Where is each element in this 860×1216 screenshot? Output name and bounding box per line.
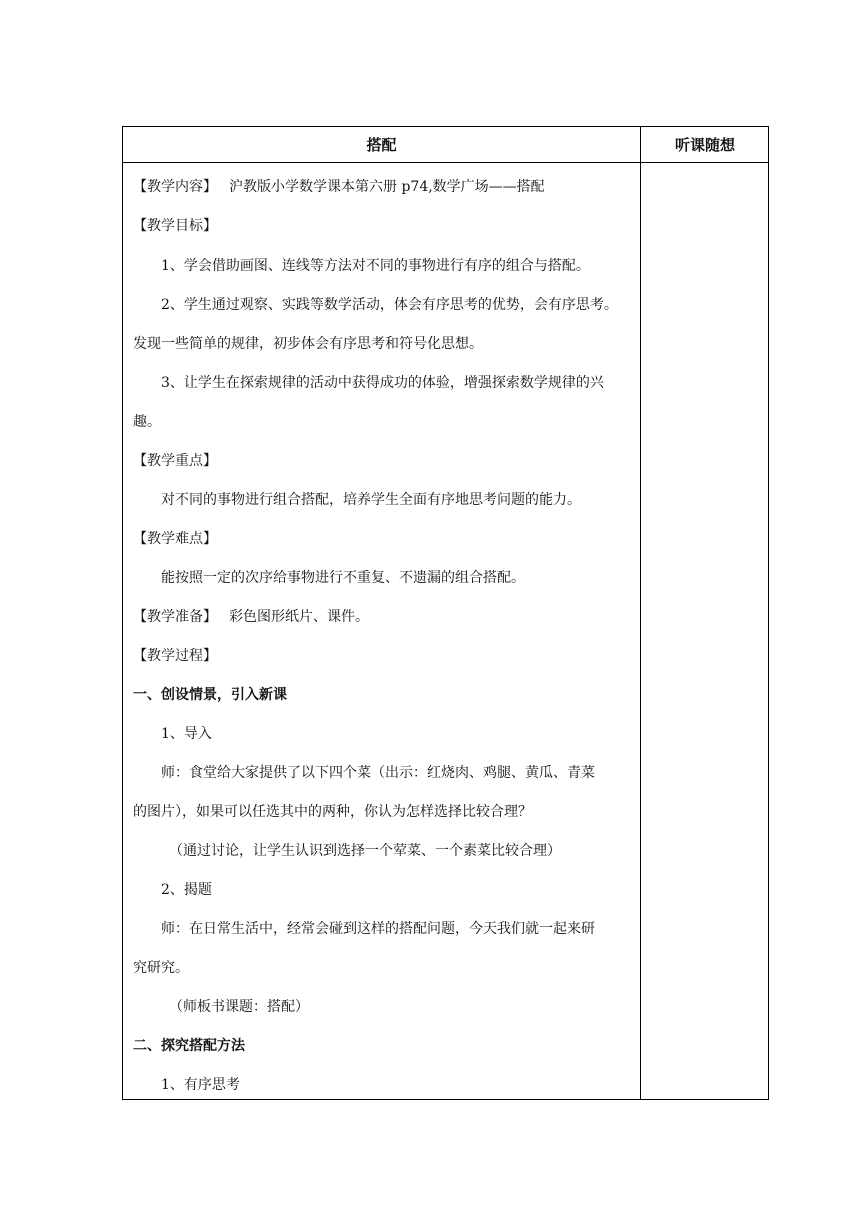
table-header-row [123, 127, 768, 163]
section-2-title: 二、探究搭配方法 [133, 1038, 245, 1054]
preparation-text: 彩色图形纸片、课件。 [229, 609, 369, 625]
column-divider [640, 127, 641, 1099]
teacher-1-line-1: 师：食堂给大家提供了以下四个菜（出示：红烧肉、鸡腿、黄瓜、青菜 [161, 765, 595, 781]
section-1-title: 一、创设情景，引入新课 [133, 687, 287, 703]
step-1-2: 2、揭题 [161, 882, 212, 898]
header-title: 搭配 [366, 136, 397, 154]
note-1: （通过讨论，让学生认识到选择一个荤菜、一个素菜比较合理） [169, 843, 561, 859]
teacher-2-line-1: 师：在日常生活中，经常会碰到这样的搭配问题，今天我们就一起来研 [161, 921, 595, 937]
teacher-2-line-2: 究研究。 [133, 960, 189, 976]
teaching-content-text: 沪教版小学数学课本第六册 p74,数学广场——搭配 [229, 179, 545, 195]
key-point-label: 【教学重点】 [133, 453, 217, 469]
lesson-content-cell [123, 163, 640, 1099]
goal-2-line-2: 发现一些简单的规律，初步体会有序思考和符号化思想。 [133, 336, 483, 352]
preparation-label: 【教学准备】 [133, 609, 217, 625]
teacher-1-line-2: 的图片），如果可以任选其中的两种，你认为怎样选择比较合理？ [133, 804, 532, 820]
preparation-line [133, 607, 632, 627]
process-label: 【教学过程】 [133, 648, 217, 664]
teaching-content-line [133, 177, 632, 197]
step-2-1: 1、有序思考 [161, 1077, 240, 1093]
key-point-text: 对不同的事物进行组合搭配，培养学生全面有序地思考问题的能力。 [161, 492, 581, 508]
teaching-content-label: 【教学内容】 [133, 179, 217, 195]
step-1-1: 1、导入 [161, 726, 212, 742]
goal-1: 1、学会借助画图、连线等方法对不同的事物进行有序的组合与搭配。 [161, 258, 590, 274]
header-notes-column: 听课随想 [674, 136, 735, 154]
difficulty-label: 【教学难点】 [133, 531, 217, 547]
teaching-goals-label: 【教学目标】 [133, 218, 217, 234]
note-2: （师板书课题：搭配） [169, 999, 309, 1015]
goal-3-line-2: 趣。 [133, 414, 161, 430]
goal-2-line-1: 2、学生通过观察、实践等数学活动，体会有序思考的优势，会有序思考。 [161, 297, 618, 313]
goal-3-line-1: 3、让学生在探索规律的活动中获得成功的体验，增强探索数学规律的兴 [161, 375, 604, 391]
difficulty-text: 能按照一定的次序给事物进行不重复、不遗漏的组合搭配。 [161, 570, 525, 586]
lesson-plan-table [122, 126, 769, 1100]
